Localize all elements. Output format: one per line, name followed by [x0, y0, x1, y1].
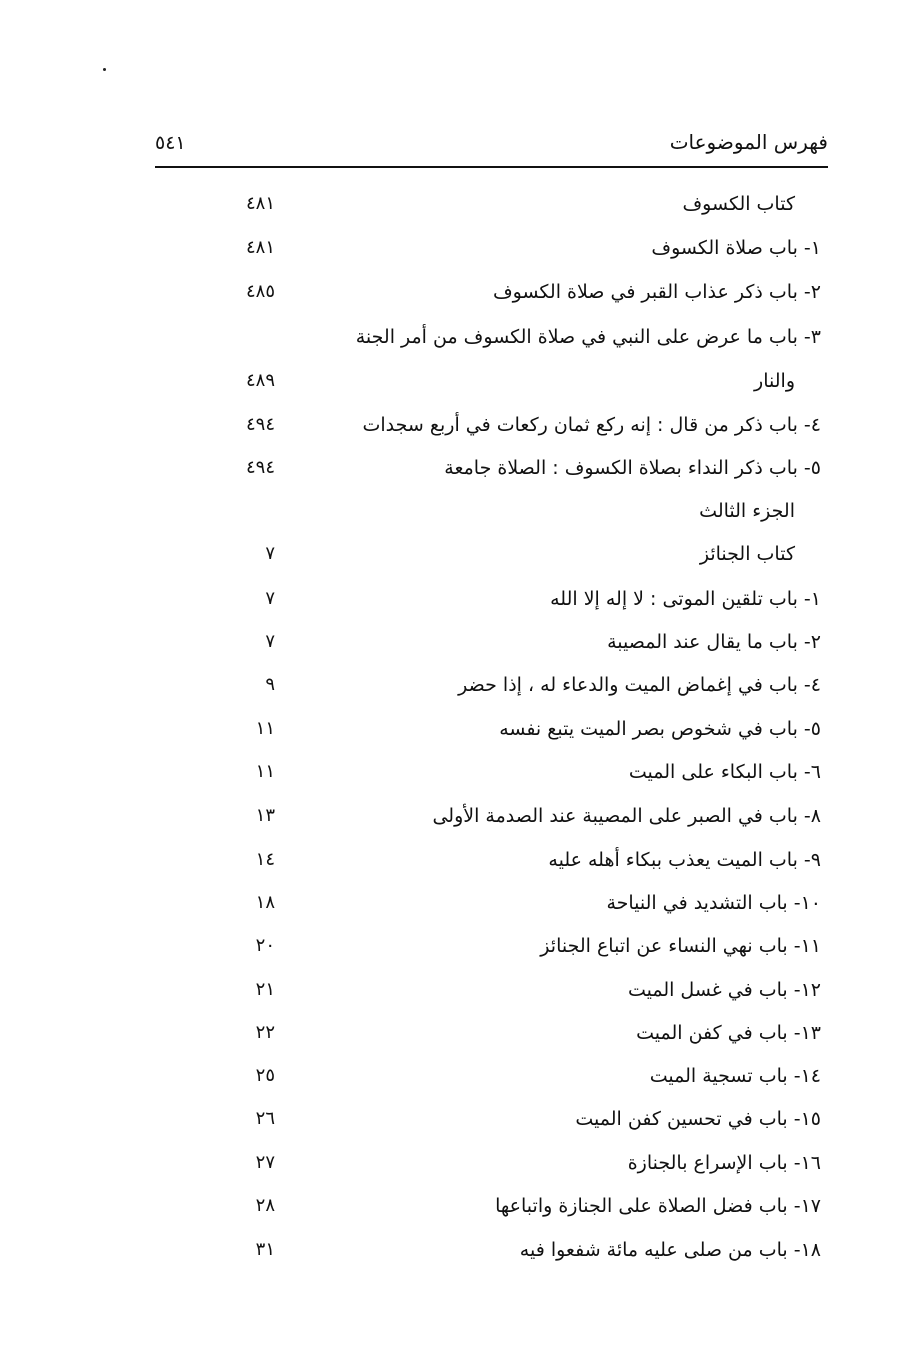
toc-entry [0, 320, 905, 354]
entry-title: ١٥- باب في تحسين كفن الميت [575, 1108, 821, 1130]
entry-title: الجزء الثالث [699, 500, 795, 522]
toc-entry [0, 1102, 905, 1136]
entry-page: ٢٨ [255, 1195, 275, 1216]
toc-entry [0, 799, 905, 833]
running-title: فهرس الموضوعات [669, 130, 828, 154]
toc-entry [0, 668, 905, 702]
entry-page: ٢٥ [255, 1065, 275, 1086]
entry-page: ٢٢ [255, 1022, 275, 1043]
page-header [155, 128, 828, 168]
entry-title: ٣- باب ما عرض على النبي في صلاة الكسوف من أمر الجنة [355, 326, 821, 348]
entry-page: ٧ [265, 543, 275, 564]
entry-title: ١٠- باب التشديد في النياحة [606, 892, 821, 914]
entry-title: ٢- باب ذكر عذاب القبر في صلاة الكسوف [492, 281, 821, 303]
entry-title: والنار [754, 370, 795, 392]
toc-entry [0, 1059, 905, 1093]
toc-entry [0, 582, 905, 616]
entry-title: ١٨- باب من صلى عليه مائة شفعوا فيه [519, 1239, 821, 1261]
entry-title: ٤- باب في إغماض الميت والدعاء له ، إذا حضر [458, 674, 821, 696]
toc-entry [0, 843, 905, 877]
entry-title: ٤- باب ذكر من قال : إنه ركع ثمان ركعات في أربع سجدات [362, 414, 821, 436]
entry-title: ١٦- باب الإسراع بالجنازة [627, 1152, 821, 1174]
toc-entry [0, 275, 905, 309]
toc-section-heading [0, 494, 905, 528]
page-number: ٥٤١ [155, 132, 186, 154]
entry-page: ١١ [255, 761, 275, 782]
toc-entry [0, 231, 905, 265]
toc-entry [0, 1233, 905, 1267]
toc-entry [0, 886, 905, 920]
toc-entry [0, 973, 905, 1007]
entry-title: ١- باب تلقين الموتى : لا إله إلا الله [550, 588, 821, 610]
entry-page: ١٤ [255, 849, 275, 870]
entry-title: ٥- باب ذكر النداء بصلاة الكسوف : الصلاة جامعة [444, 457, 821, 479]
entry-page: ٤٨١ [245, 237, 275, 258]
toc-entry [0, 755, 905, 789]
entry-page: ١١ [255, 718, 275, 739]
entry-page: ٣١ [255, 1239, 275, 1260]
entry-title: كتاب الجنائز [699, 543, 795, 565]
entry-page: ٢١ [255, 979, 275, 1000]
entry-page: ٤٨٩ [245, 370, 275, 391]
entry-page: ٩ [265, 674, 275, 695]
entry-title: ١- باب صلاة الكسوف [651, 237, 821, 259]
entry-title: ٢- باب ما يقال عند المصيبة [607, 631, 821, 653]
toc-entry [0, 712, 905, 746]
entry-page: ١٣ [255, 805, 275, 826]
entry-page: ٢٧ [255, 1152, 275, 1173]
toc-entry [0, 625, 905, 659]
toc-entry-continuation [0, 364, 905, 398]
entry-page: ٤٨٥ [245, 281, 275, 302]
entry-page: ٢٦ [255, 1108, 275, 1129]
toc-entry [0, 1016, 905, 1050]
entry-page: ٧ [265, 631, 275, 652]
entry-title: ١٢- باب في غسل الميت [627, 979, 821, 1001]
entry-title: ١٧- باب فضل الصلاة على الجنازة واتباعها [495, 1195, 821, 1217]
entry-page: ٢٠ [255, 935, 275, 956]
entry-page: ٤٩٤ [245, 414, 275, 435]
entry-title: كتاب الكسوف [682, 193, 795, 215]
entry-page: ٤٩٤ [245, 457, 275, 478]
entry-title: ١١- باب نهي النساء عن اتباع الجنائز [540, 935, 821, 957]
toc-entry [0, 929, 905, 963]
toc-entry [0, 187, 905, 221]
entry-page: ٤٨١ [245, 193, 275, 214]
entry-page: ١٨ [255, 892, 275, 913]
entry-page: ٧ [265, 588, 275, 609]
toc-entry [0, 1189, 905, 1223]
toc-entry [0, 537, 905, 571]
entry-title: ٩- باب الميت يعذب ببكاء أهله عليه [548, 849, 821, 871]
scan-speck [103, 68, 106, 71]
toc-entry [0, 408, 905, 442]
entry-title: ٨- باب في الصبر على المصيبة عند الصدمة الأولى [432, 805, 821, 827]
entry-title: ٦- باب البكاء على الميت [628, 761, 821, 783]
entry-title: ٥- باب في شخوص بصر الميت يتبع نفسه [499, 718, 821, 740]
toc-entry [0, 1146, 905, 1180]
entry-title: ١٤- باب تسجية الميت [649, 1065, 821, 1087]
toc-entry [0, 451, 905, 485]
entry-title: ١٣- باب في كفن الميت [636, 1022, 821, 1044]
